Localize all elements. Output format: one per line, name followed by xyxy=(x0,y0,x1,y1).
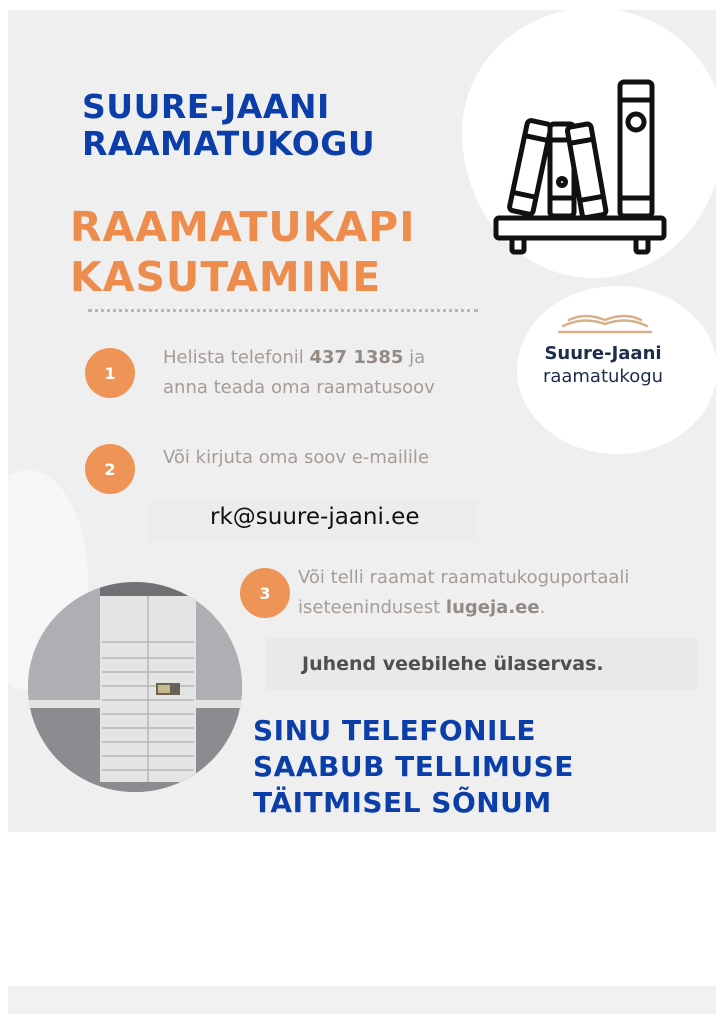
poster xyxy=(8,10,716,832)
open-book-icon xyxy=(555,302,655,338)
bookshelf-icon xyxy=(492,78,668,258)
step-3-text: Või telli raamat raamatukoguportaali iseteenindusest lugeja.ee. xyxy=(298,567,630,618)
step-number-3: 3 xyxy=(240,568,290,618)
email-address[interactable]: rk@suure-jaani.ee xyxy=(210,504,420,530)
book-locker-photo xyxy=(28,582,242,792)
dotted-divider xyxy=(88,309,478,312)
step-2-text: Või kirjuta oma soov e-mailile xyxy=(163,447,429,468)
page-title: RAAMATUKAPI KASUTAMINE xyxy=(70,203,416,301)
library-name: SUURE-JAANI RAAMATUKOGU xyxy=(82,87,376,163)
guide-note: Juhend veebilehe ülaservas. xyxy=(302,653,604,675)
step-1-text: Helista telefonil 437 1385 ja anna teada oma raamatusoov xyxy=(163,347,435,398)
portal-link[interactable]: lugeja.ee xyxy=(445,597,540,618)
logo-name: Suure-Jaani xyxy=(544,343,662,364)
footer-strip xyxy=(8,986,716,1014)
phone-number: 437 1385 xyxy=(309,347,404,368)
step-number-1: 1 xyxy=(85,348,135,398)
step-number-2: 2 xyxy=(85,444,135,494)
logo-subtitle: raamatukogu xyxy=(542,366,664,387)
notification-message: SINU TELEFONILE SAABUB TELLIMUSE TÄITMISEL SÕNUM xyxy=(253,714,574,819)
